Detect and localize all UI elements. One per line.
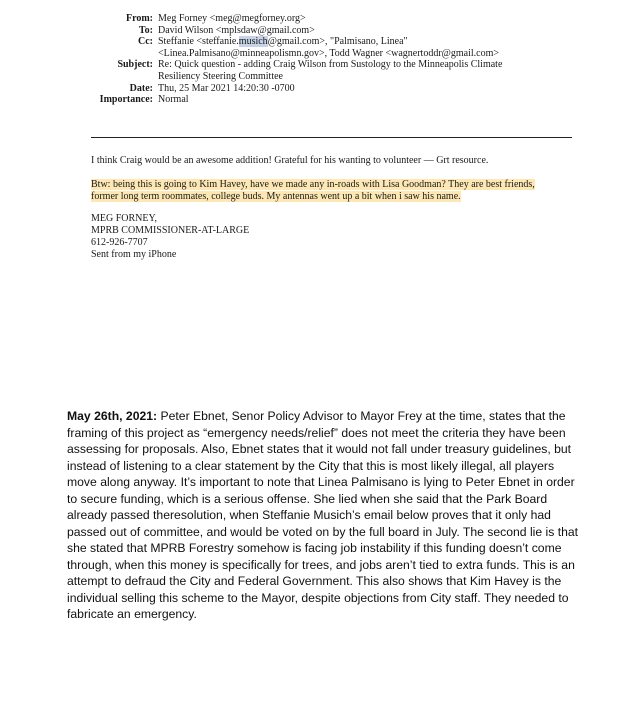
message-line: I think Craig would be an awesome addition! Grateful for his wanting to volunteer — Grt resource. <box>91 155 489 166</box>
date-label: Date: <box>129 82 153 94</box>
signature-phone: 612-926-7707 <box>91 237 148 248</box>
cc-row <box>70 36 550 59</box>
subject-value-line1: Re: Quick question - adding Craig Wilson from Sustology to the Minneapolis Climate <box>158 59 503 71</box>
subject-row <box>70 59 550 82</box>
importance-label: Importance: <box>99 94 153 106</box>
cc-line1-post: @gmail.com>, "Palmisano, Linea" <box>267 36 408 48</box>
date-row <box>70 83 550 95</box>
subject-label: Subject: <box>117 59 153 71</box>
to-row <box>70 25 550 37</box>
signature-name: MEG FORNEY, <box>91 213 157 224</box>
cc-value-line2: <Linea.Palmisano@minneapolismn.gov>, Todd Wagner <wagnertoddr@gmail.com> <box>158 47 499 59</box>
highlighted-line-2: former long term roommates, college buds. My antennas went up a bit when i saw his name. <box>91 191 461 202</box>
signature-block <box>91 213 249 261</box>
from-value: Meg Forney <meg@megforney.org> <box>158 13 306 24</box>
from-row <box>70 13 550 25</box>
subject-value-line2: Resiliency Steering Committee <box>158 70 283 82</box>
date-value: Thu, 25 Mar 2021 14:20:30 -0700 <box>158 82 295 94</box>
signature-title: MPRB COMMISSIONER-AT-LARGE <box>91 225 250 236</box>
cc-line1-pre: Steffanie <steffanie. <box>158 36 239 48</box>
to-value: David Wilson <mplsdaw@gmail.com> <box>158 24 315 36</box>
importance-row <box>70 94 550 106</box>
email-header <box>70 13 550 106</box>
cc-line1-highlight: musich <box>238 36 268 48</box>
commentary-paragraph <box>67 408 587 623</box>
commentary-date: May 26th, 2021: <box>67 409 158 423</box>
from-label: From: <box>125 13 153 24</box>
highlighted-line-1: Btw: being this is going to Kim Havey, have we made any in-roads with Lisa Goodman? They are best friends, <box>91 179 535 190</box>
importance-value: Normal <box>158 94 189 106</box>
header-divider <box>91 137 572 139</box>
signature-sent-from: Sent from my iPhone <box>91 249 177 260</box>
cc-value-line1 <box>158 36 550 48</box>
commentary-body: Peter Ebnet, Senor Policy Advisor to Mayor Frey at the time, states that the framing of this project as “emergency needs/relief” does not meet the criteria they have been assessing for proposals. Also, Ebnet states that it would not fall under treasury guidelines, but instead of listening to a clear statement by the City that this is most likely illegal, all players move along anyway. It’s important to note that Linea Palmisano is lying to Peter Ebnet in order to secure funding, which is a serious offense. She lied when she said that the Park Board already passed theresolution, when Steffanie Musich’s email below proves that it only had passed out of committee, and would be voted on by the full board in July. The second lie is that she stated that MPRB Forestry somehow is facing job instability if this funding doesn’t come through, when this money is specifically for trees, and jobs aren’t tied to extra funds. This is an attempt to defraud the City and Federal Government. This also shows that Kim Havey is the individual selling this scheme to the Mayor, despite objections from City staff. They needed to fabricate an emergency. <box>67 409 579 621</box>
cc-label: Cc: <box>138 36 153 48</box>
to-label: To: <box>138 24 153 36</box>
highlighted-message <box>91 179 576 203</box>
